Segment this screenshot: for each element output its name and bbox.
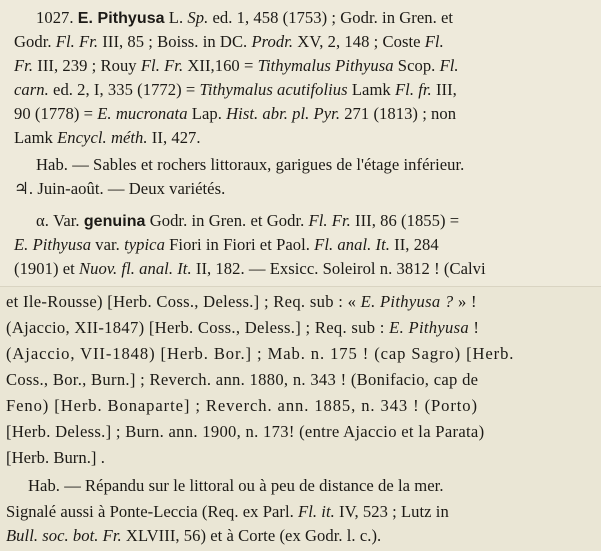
scan-seam bbox=[0, 286, 601, 287]
variety-line-7: Coss., Bor., Burn.] ; Reverch. ann. 1880, n. 343 ! (Bonifacio, cap de bbox=[6, 370, 479, 389]
variety-name: genuina bbox=[83, 213, 146, 230]
variety-line-9: [Herb. Deless.] ; Burn. ann. 1900, n. 173! (entre Ajaccio et la Parata) bbox=[6, 422, 485, 441]
entry-line-3: Fr. III, 239 ; Rouy Fl. Fr. XII,160 = Tithymalus Pithyusa Scop. Fl. bbox=[14, 56, 459, 75]
variety-line-1: α. Var. genuina Godr. in Gren. et Godr. Fl. Fr. III, 86 (1855) = bbox=[36, 211, 460, 230]
species-name: E. Pithyusa bbox=[77, 10, 165, 27]
variety-line-3: (1901) et Nuov. fl. anal. It. II, 182. — Exsicc. Soleirol n. 3812 ! (Calvi bbox=[14, 259, 486, 278]
variety-line-6: (Ajaccio, VII-1848) [Herb. Bor.] ; Mab. n. 175 ! (cap Sagro) [Herb. bbox=[6, 344, 515, 363]
variety-line-2: E. Pithyusa var. typica Fiori in Fiori et Paol. Fl. anal. It. II, 284 bbox=[14, 235, 439, 254]
entry-habitat: Hab. — Sables et rochers littoraux, garigues de l'étage inférieur. bbox=[36, 155, 465, 174]
variety-line-4: et Ile-Rousse) [Herb. Coss., Deless.] ; Req. sub : « E. Pithyusa ? » ! bbox=[6, 292, 477, 311]
variety-line-8: Feno) [Herb. Bonaparte] ; Reverch. ann. 1885, n. 343 ! (Porto) bbox=[6, 396, 478, 415]
entry-line-6: Lamk Encycl. méth. II, 427. bbox=[14, 128, 201, 147]
entry-line-4: carn. ed. 2, I, 335 (1772) = Tithymalus acutifolius Lamk Fl. fr. III, bbox=[14, 80, 457, 99]
entry-flowering: ♃. Juin-août. — Deux variétés. bbox=[14, 179, 226, 198]
entry-line-2: Godr. Fl. Fr. III, 85 ; Boiss. in DC. Prodr. XV, 2, 148 ; Coste Fl. bbox=[14, 32, 444, 51]
variety-habitat: Hab. — Répandu sur le littoral ou à peu de distance de la mer. bbox=[28, 476, 444, 495]
variety-line-10: [Herb. Burn.] . bbox=[6, 448, 105, 467]
variety-line-12: Signalé aussi à Ponte-Leccia (Req. ex Parl. Fl. it. IV, 523 ; Lutz in bbox=[6, 502, 449, 521]
variety-line-13: Bull. soc. bot. Fr. XLVIII, 56) et à Corte (ex Godr. l. c.). bbox=[6, 526, 382, 545]
entry-line-5: 90 (1778) = E. mucronata Lap. Hist. abr. pl. Pyr. 271 (1813) ; non bbox=[14, 104, 457, 123]
entry-line-1: 1027. E. Pithyusa L. Sp. ed. 1, 458 (1753) ; Godr. in Gren. et bbox=[36, 8, 454, 27]
variety-line-5: (Ajaccio, XII-1847) [Herb. Coss., Deless.] ; Req. sub : E. Pithyusa ! bbox=[6, 318, 480, 337]
entry-number: 1027. bbox=[36, 8, 74, 27]
